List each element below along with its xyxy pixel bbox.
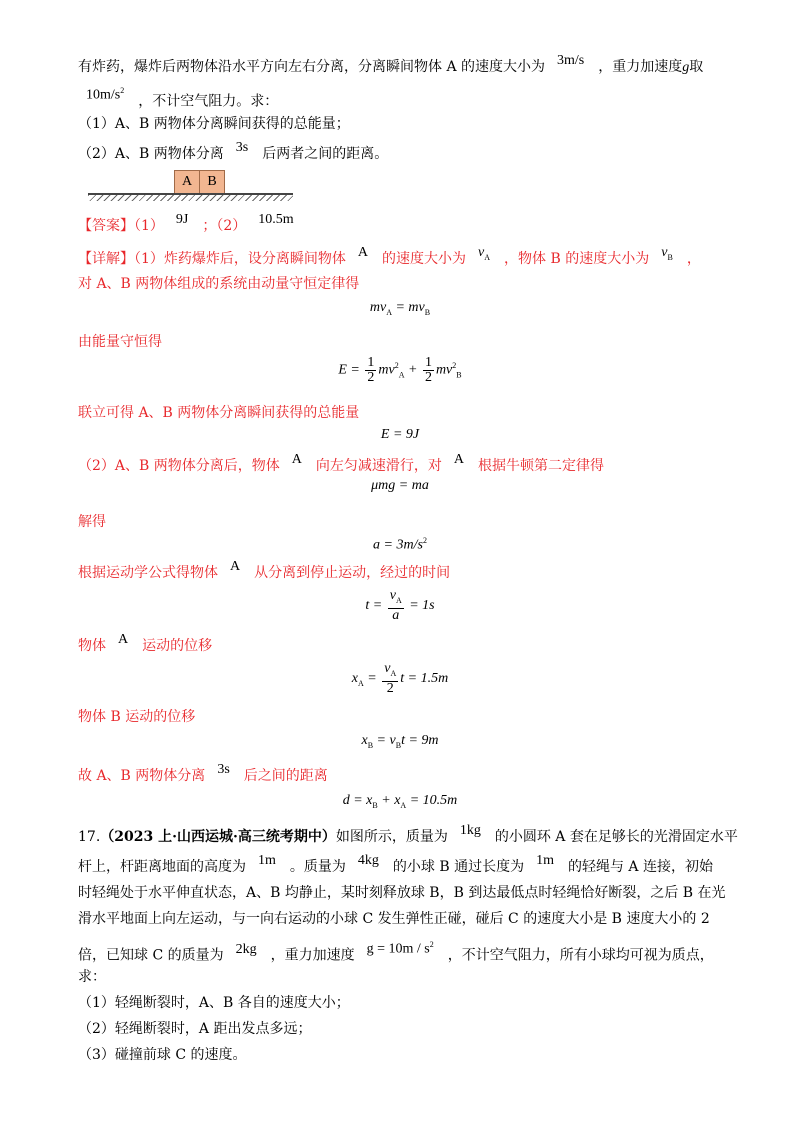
problem-17-line: 时轻绳处于水平伸直状态，A、B 均静止，某时刻释放球 B，B 到达最低点时轻绳恰好断裂，之后 B 在光 — [78, 885, 726, 901]
detail-line: 解得 — [78, 514, 106, 530]
blocks-figure — [88, 170, 293, 196]
ground-hatch — [88, 195, 293, 201]
block-b: B — [199, 170, 225, 194]
equation-energy: E = $\frac{1}{2}$ $mv^2_A$ + $\frac{1}{2}$ $mv^2_B$ — [338, 355, 462, 385]
equation-momentum: $mv_A = mv_B$ — [369, 300, 431, 317]
question-1: （1）A、B 两物体分离瞬间获得的总能量； — [78, 116, 350, 132]
question-2: （2）A、B 两物体分离 3s 后两者之间的距离。 — [78, 140, 389, 162]
problem-17-line: 求： — [78, 969, 106, 985]
detail-line: 联立可得 A、B 两物体分离瞬间获得的总能量 — [78, 405, 360, 421]
equation-distance: $d = x_B + x_A = 10.5m$ — [342, 793, 458, 810]
detail-line: 物体 B 运动的位移 — [78, 709, 196, 725]
equation-newton: μmg = ma — [371, 478, 429, 493]
given-velocity: 3m/s — [557, 53, 585, 68]
question-17-2: （2）轻绳断裂时，A 距出发点多远； — [78, 1021, 312, 1037]
problem-text-line: 有炸药，爆炸后两物体沿水平方向左右分离，分离瞬间物体 A 的速度大小为 3m/s ，重力加速度g取 — [78, 53, 704, 75]
gravity-value: $10m/s^2$ — [86, 86, 125, 103]
detail-line: 【详解】（1）炸药爆炸后，设分离瞬间物体 A 的速度大小为 $v_A$ ，物体 B 的速度大小为 $v_B$ ， — [78, 245, 701, 267]
detail-line: 物体 A 运动的位移 — [78, 632, 213, 654]
detail-line: 由能量守恒得 — [78, 334, 162, 350]
equation-time: t = $\frac{v_A}{a}$ = 1s — [365, 588, 435, 623]
answer-value-1: 9J — [175, 212, 189, 227]
equation-acceleration: $a = 3m/s^2$ — [373, 536, 427, 553]
question-17-1: （1）轻绳断裂时，A、B 各自的速度大小； — [78, 995, 350, 1011]
problem-text-line: $10m/s^2$，不计空气阻力。求： — [78, 88, 278, 113]
detail-line: （2）A、B 两物体分离后，物体 A 向左匀减速滑行，对 A 根据牛顿第二定律得 — [78, 452, 605, 474]
question-17-3: （3）碰撞前球 C 的速度。 — [78, 1047, 247, 1063]
problem-17-line: 17.（2023 上·山西运城·高三统考期中）如图所示，质量为 1kg 的小圆环 A 套在足够长的光滑固定水平 — [78, 823, 738, 845]
equation-total-energy: E = 9J — [380, 427, 420, 442]
block-a: A — [174, 170, 200, 194]
problem-17-line: 杆上，杆距离地面的高度为 1m 。质量为 4kg 的小球 B 通过长度为 1m 的轻绳与 A 连接，初始 — [78, 853, 713, 875]
detail-line: 对 A、B 两物体组成的系统由动量守恒定律得 — [78, 276, 360, 292]
equation-displacement-a: $x_A$ = $\frac{v_A}{2}$ t = 1.5m — [351, 661, 449, 696]
problem-17-line: 滑水平地面上向左运动，与一向右运动的小球 C 发生弹性正碰，碰后 C 的速度大小是 B 速度大小的 2 — [78, 911, 710, 927]
answer-value-2: 10.5m — [258, 212, 294, 227]
detail-line: 故 A、B 两物体分离 3s 后之间的距离 — [78, 762, 328, 784]
detail-line: 根据运动学公式得物体 A 从分离到停止运动，经过的时间 — [78, 559, 451, 581]
answer-line: 【答案】（1） 9J ；（2） 10.5m — [78, 212, 294, 234]
equation-displacement-b: $x_B = v_Bt = 9m$ — [361, 733, 439, 750]
problem-17-line: 倍，已知球 C 的质量为 2kg ，重力加速度 $g = 10m / s^2$，不计空气阻力，所有小球均可视为质点， — [78, 940, 714, 964]
